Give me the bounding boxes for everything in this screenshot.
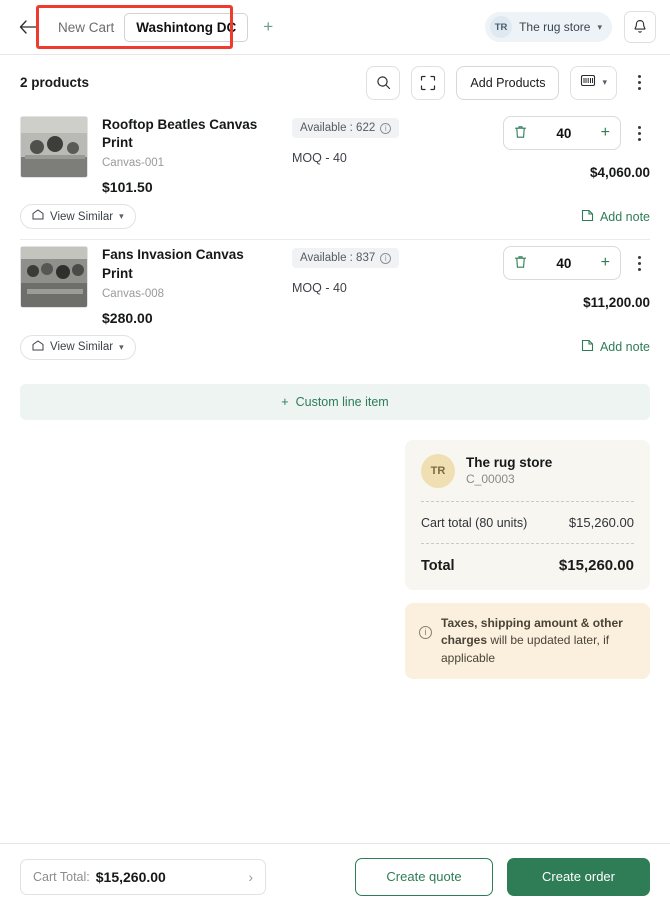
store-name-label: The rug store	[519, 20, 591, 34]
tab-washintong-dc[interactable]: Washintong DC	[124, 13, 248, 42]
add-note-button[interactable]	[581, 209, 650, 225]
view-similar-label: View Similar	[50, 210, 114, 223]
add-tab-button[interactable]: +	[263, 17, 274, 36]
total-value: $15,260.00	[558, 556, 634, 574]
tab-new-cart[interactable]: New Cart	[58, 19, 115, 35]
bottom-cart-total-value: $15,260.00	[95, 868, 166, 885]
product-price: $280.00	[102, 309, 153, 326]
chevron-right-icon[interactable]: ›	[248, 868, 253, 885]
summary-store-block	[466, 455, 552, 486]
product-info	[102, 246, 278, 325]
product-name: Rooftop Beatles Canvas Print	[102, 117, 258, 151]
info-icon[interactable]: i	[380, 123, 391, 134]
scan-icon[interactable]	[411, 66, 445, 100]
create-order-button[interactable]: Create order	[507, 858, 650, 896]
product-quantity-block	[503, 116, 650, 180]
similar-icon	[32, 209, 44, 224]
store-selector[interactable]	[485, 12, 612, 42]
product-main	[20, 116, 650, 195]
product-info	[102, 116, 278, 195]
cart-content	[0, 110, 670, 843]
product-availability-block	[292, 246, 452, 295]
bottom-cart-total-label: Cart Total:	[33, 869, 90, 884]
quantity-row	[503, 246, 650, 280]
custom-line-item-button[interactable]	[20, 384, 650, 420]
delete-icon[interactable]	[514, 125, 527, 142]
chevron-down-icon: ▾	[119, 211, 124, 222]
product-main	[20, 246, 650, 325]
product-quantity-block	[503, 246, 650, 310]
quantity-value[interactable]: 40	[556, 255, 572, 271]
quantity-stepper[interactable]	[503, 246, 621, 280]
increase-quantity-icon[interactable]: +	[600, 124, 610, 141]
info-icon: i	[419, 626, 432, 639]
delete-icon[interactable]	[514, 255, 527, 272]
custom-line-item-label: Custom line item	[295, 394, 389, 409]
availability-badge	[292, 248, 399, 268]
plus-icon: +	[281, 394, 289, 409]
quantity-stepper[interactable]	[503, 116, 621, 150]
divider	[421, 501, 634, 502]
availability-label: Available : 837	[300, 252, 376, 265]
order-summary-card	[405, 440, 650, 590]
product-availability-block	[292, 116, 452, 165]
product-more-menu-icon[interactable]	[628, 119, 650, 147]
add-note-label: Add note	[599, 340, 650, 355]
notice-text	[441, 615, 636, 667]
total-label: Total	[421, 557, 455, 574]
barcode-icon	[580, 73, 596, 93]
divider	[421, 543, 634, 544]
chevron-down-icon: ▾	[119, 341, 124, 352]
chevron-down-icon: ▾	[597, 21, 602, 32]
info-icon[interactable]: i	[380, 253, 391, 264]
create-quote-button[interactable]: Create quote	[355, 858, 493, 896]
product-thumbnail[interactable]	[20, 116, 88, 178]
product-more-menu-icon[interactable]	[628, 249, 650, 277]
cart-total-row	[421, 515, 634, 530]
cart-tabs	[48, 13, 278, 42]
view-similar-button[interactable]	[20, 204, 136, 229]
view-similar-button[interactable]	[20, 335, 136, 360]
note-icon	[581, 209, 594, 225]
bottom-bar	[0, 843, 670, 909]
summary-store-code: C_00003	[466, 472, 515, 487]
barcode-dropdown-button[interactable]	[570, 66, 617, 100]
chevron-down-icon: ▾	[602, 77, 607, 87]
moq-label: MOQ - 40	[292, 151, 347, 165]
note-icon	[581, 339, 594, 355]
product-sku: Canvas-001	[102, 157, 165, 170]
line-total: $11,200.00	[583, 295, 650, 311]
total-row	[421, 557, 634, 574]
availability-badge	[292, 118, 399, 138]
store-avatar: TR	[490, 16, 512, 38]
summary-store-name: The rug store	[466, 455, 553, 471]
search-icon[interactable]	[366, 66, 400, 100]
similar-icon	[32, 340, 44, 355]
notifications-button[interactable]	[624, 11, 656, 43]
quantity-row	[503, 116, 650, 150]
availability-label: Available : 622	[300, 122, 376, 134]
add-note-label: Add note	[599, 209, 650, 224]
cart-total-summary-button[interactable]	[20, 859, 266, 895]
top-bar	[0, 0, 670, 55]
moq-label: MOQ - 40	[292, 281, 347, 296]
product-row	[0, 240, 670, 369]
product-price: $101.50	[102, 179, 153, 196]
product-thumbnail[interactable]	[20, 246, 88, 308]
avatar: TR	[421, 454, 455, 488]
notice-bold-text: Taxes, shipping amount & other charges	[441, 615, 623, 648]
cart-total-value: $15,260.00	[568, 514, 634, 530]
product-sku: Canvas-008	[102, 287, 165, 300]
add-note-button[interactable]	[581, 339, 650, 355]
product-footer	[20, 204, 650, 240]
product-row	[0, 110, 670, 240]
toolbar-actions	[366, 66, 650, 100]
top-bar-right	[485, 11, 656, 43]
product-name: Fans Invasion Canvas Print	[102, 247, 244, 281]
product-footer	[20, 335, 650, 370]
line-total: $4,060.00	[589, 165, 650, 180]
quantity-value[interactable]: 40	[556, 125, 572, 141]
notice-rest-text: will be updated later, if applicable	[441, 633, 610, 665]
increase-quantity-icon[interactable]: +	[600, 254, 610, 272]
cart-total-label: Cart total (80 units)	[421, 515, 528, 530]
products-toolbar	[0, 55, 670, 110]
summary-section	[0, 420, 670, 590]
taxes-notice	[405, 603, 650, 679]
add-products-button[interactable]: Add Products	[456, 66, 559, 100]
back-arrow-icon[interactable]	[14, 14, 40, 40]
products-count-label: 2 products	[20, 75, 90, 90]
view-similar-label: View Similar	[50, 341, 114, 354]
summary-header	[421, 454, 634, 488]
toolbar-more-menu-icon[interactable]	[628, 69, 650, 97]
